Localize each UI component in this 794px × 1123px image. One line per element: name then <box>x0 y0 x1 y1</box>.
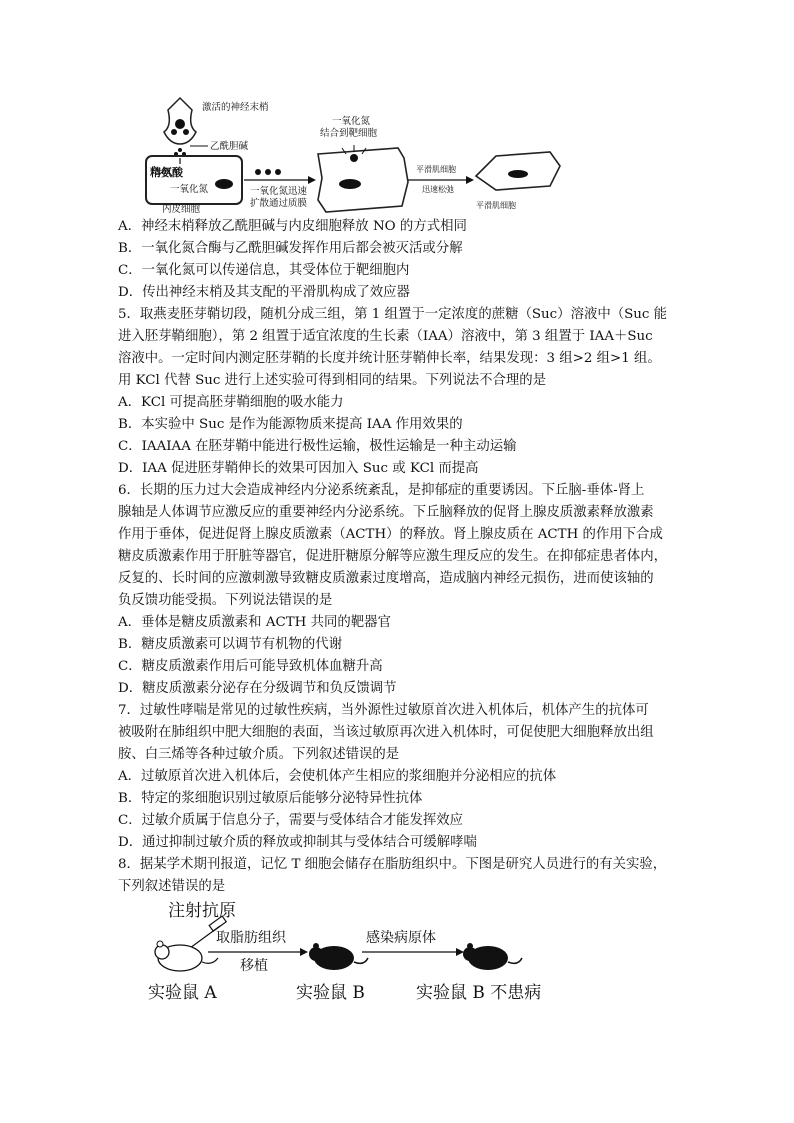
q5-option-a: A．KCl 可提高胚芽鞘细胞的吸水能力 <box>118 395 344 410</box>
nitric-oxide-diagram <box>140 96 565 218</box>
label-take-fat: 取脂肪组织 <box>216 930 286 946</box>
q5-option-b: B．本实验中 Suc 是作为能源物质来提高 IAA 作用效果的 <box>118 417 463 432</box>
label-ach: 乙酰胆碱 <box>210 141 249 152</box>
q7-stem-line-3: 胺、白三烯等各种过敏介质。下列叙述错误的是 <box>118 747 400 762</box>
label-bind-1: 一氧化氮 <box>332 116 371 127</box>
mouse-b-icon <box>309 943 368 970</box>
label-infect: 感染病原体 <box>366 930 436 946</box>
label-diffuse-2: 扩散通过质膜 <box>250 198 308 209</box>
label-mouse-b: 实验鼠 B <box>296 983 365 1003</box>
label-nerve: 激活的神经末梢 <box>202 102 269 113</box>
q5-stem-line-3: 溶液中。一定时间内测定胚芽鞘的长度并统计胚芽鞘伸长率，结果发现：3 组>2 组>1 组。 <box>118 351 661 366</box>
q7-stem-line-1: 7．过敏性哮喘是常见的过敏性疾病，当外源性过敏原首次进入机体后，机体产生的抗体可 <box>118 703 649 718</box>
mouse-experiment-diagram <box>140 896 580 1008</box>
label-no: 一氧化氮 <box>170 184 209 195</box>
mouse-a-icon <box>155 941 218 971</box>
q7-stem-line-2: 被吸附在肺组织中肥大细胞的表面，当该过敏原再次进入机体时，可促使肥大细胞释放出组 <box>118 725 654 740</box>
label-transplant: 移植 <box>240 958 268 974</box>
q5-option-c: C．IAAIAA 在胚芽鞘中能进行极性运输，极性运输是一种主动运输 <box>118 439 517 454</box>
label-mouse-a: 实验鼠 A <box>148 983 217 1003</box>
label-relax-2: 迅速松弛 <box>422 185 454 194</box>
label-bind-2: 结合到靶细胞 <box>320 128 378 139</box>
q4-option-c: C．一氧化氮可以传递信息，其受体位于靶细胞内 <box>118 263 410 278</box>
label-endo: 内皮细胞 <box>162 204 201 215</box>
q4-option-d: D．传出神经末梢及其支配的平滑肌构成了效应器 <box>118 285 410 300</box>
q6-option-d: D．糖皮质激素分泌存在分级调节和负反馈调节 <box>118 681 397 696</box>
q8-stem-line-2: 下列叙述错误的是 <box>118 879 226 894</box>
q5-stem-line-4: 用 KCl 代替 Suc 进行上述实验可得到相同的结果。下列说法不合理的是 <box>118 373 547 388</box>
q5-stem-line-2: 进入胚芽鞘细胞），第 2 组置于适宜浓度的生长素（IAA）溶液中，第 3 组置于 IAA＋Suc <box>118 329 653 344</box>
q4-option-a: A．神经末梢释放乙酰胆碱与内皮细胞释放 NO 的方式相同 <box>118 219 467 234</box>
q6-option-a: A．垂体是糖皮质激素和 ACTH 共同的靶器官 <box>118 615 391 630</box>
q7-option-a: A．过敏原首次进入机体后，会使机体产生相应的浆细胞并分泌相应的抗体 <box>118 769 557 784</box>
target-cell-shape <box>318 148 408 212</box>
label-smooth: 平滑肌细胞 <box>476 201 516 210</box>
q7-option-d: D．通过抑制过敏介质的释放或抑制其与受体结合可缓解哮喘 <box>118 835 477 850</box>
q6-stem-line-1: 6．长期的压力过大会造成神经内分泌系统紊乱，是抑郁症的重要诱因。下丘脑-垂体-肾上 <box>118 483 645 498</box>
label-relax-1: 平滑肌细胞 <box>416 165 456 174</box>
q6-option-b: B．糖皮质激素可以调节有机物的代谢 <box>118 637 343 652</box>
label-mouse-b-result: 实验鼠 B 不患病 <box>416 983 542 1003</box>
q7-option-b: B．特定的浆细胞识别过敏原后能够分泌特异性抗体 <box>118 791 423 806</box>
q6-stem-line-3: 作用于垂体，促进促肾上腺皮质激素（ACTH）的释放。肾上腺皮质在 ACTH 的作用下合成 <box>118 527 663 542</box>
q6-option-c: C．糖皮质激素作用后可能导致机体血糖升高 <box>118 659 383 674</box>
q7-option-c: C．过敏介质属于信息分子，需要与受体结合才能发挥效应 <box>118 813 464 828</box>
q8-stem-line-1: 8．据某学术期刊报道，记忆 T 细胞会储存在脂肪组织中。下图是研究人员进行的有关实验， <box>118 857 667 872</box>
q4-option-b: B．一氧化氮合酶与乙酰胆碱发挥作用后都会被灭活或分解 <box>118 241 463 256</box>
q6-stem-line-2: 腺轴是人体调节应激反应的重要神经内分泌系统。下丘脑释放的促肾上腺皮质激素释放激素 <box>118 505 654 520</box>
q6-stem-line-5: 反复的、长时间的应激刺激导致糖皮质激素过度增高，造成脑内神经元损伤，进而使该轴的 <box>118 571 654 586</box>
mouse-b-result-icon <box>463 943 522 970</box>
q6-stem-line-6: 负反馈功能受损。下列说法错误的是 <box>118 593 333 608</box>
q5-stem-line-1: 5．取燕麦胚芽鞘切段，随机分成三组，第 1 组置于一定浓度的蔗糖（Suc）溶液中（Suc 能 <box>118 307 668 322</box>
label-diffuse-1: 一氧化氮迅速 <box>250 186 308 197</box>
label-arginine: 精氨酸 <box>150 166 183 179</box>
q6-stem-line-4: 糖皮质激素作用于肝脏等器官，促进肝糖原分解等应激生理反应的发生。在抑郁症患者体内， <box>118 549 668 564</box>
label-inject-antigen: 注射抗原 <box>168 901 236 921</box>
q5-option-d: D．IAA 促进胚芽鞘伸长的效果可因加入 Suc 或 KCl 而提高 <box>118 461 479 476</box>
